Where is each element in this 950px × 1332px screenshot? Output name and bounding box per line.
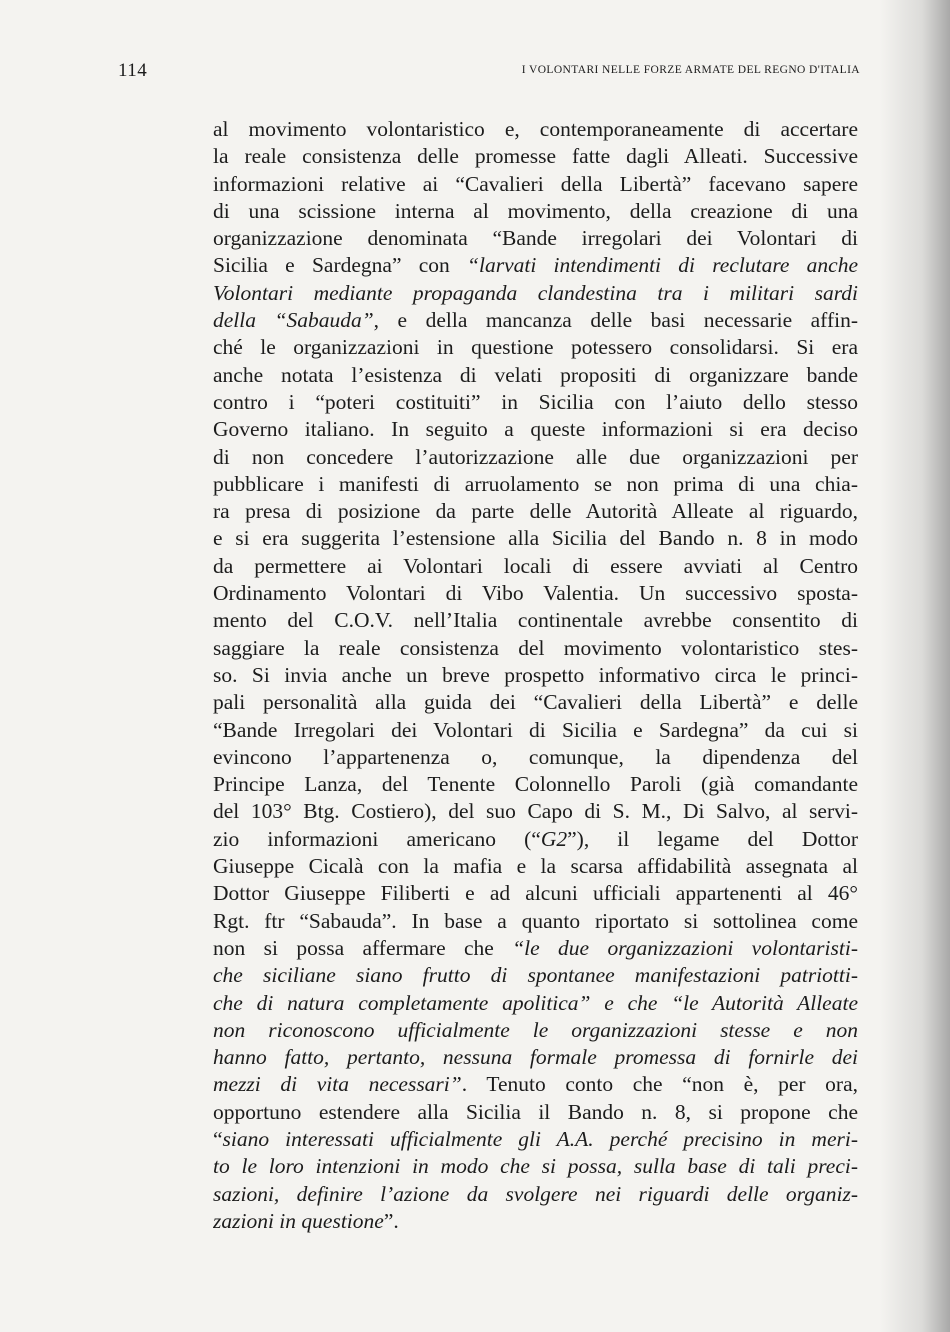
text-segment: so. Si invia anche un breve prospetto informativo circa le princi- xyxy=(213,662,858,687)
text-line xyxy=(213,1071,858,1098)
text-line xyxy=(213,662,858,689)
text-line xyxy=(213,1181,858,1208)
text-segment: ra presa di posizione da parte delle Autorità Alleate al riguardo, xyxy=(213,499,858,524)
italic-text: mezzi di vita necessari” xyxy=(213,1072,462,1097)
text-line xyxy=(213,307,858,334)
text-segment: ché le organizzazioni in questione potessero consolidarsi. Si era xyxy=(213,335,858,360)
italic-text: Volontari mediante propaganda clandestina tra i militari sardi xyxy=(213,280,858,305)
text-segment: da permettere ai Volontari locali di essere avviati al Centro xyxy=(213,553,858,578)
text-segment: mento del C.O.V. nell’Italia continentale avrebbe consentito di xyxy=(213,608,858,633)
text-segment: ”. xyxy=(383,1208,399,1233)
text-segment: saggiare la reale consistenza del movimento volontaristico stes- xyxy=(213,635,858,660)
text-line xyxy=(213,416,858,443)
text-line xyxy=(213,744,858,771)
text-segment: di non concedere l’autorizzazione alle due organizzazioni per xyxy=(213,444,858,469)
text-segment: al movimento volontaristico e, contemporaneamente di accertare xyxy=(213,117,858,141)
text-line xyxy=(213,1017,858,1044)
text-line xyxy=(213,717,858,744)
italic-text: hanno fatto, pertanto, nessuna formale promessa di fornirle dei xyxy=(213,1045,858,1070)
text-line xyxy=(213,1126,858,1153)
text-segment: “ xyxy=(213,1126,223,1151)
text-line xyxy=(213,880,858,907)
text-segment: Principe Lanza, del Tenente Colonnello Paroli (già comandante xyxy=(213,772,858,797)
text-segment: pali personalità alla guida dei “Cavalieri della Libertà” e delle xyxy=(213,690,858,715)
text-line xyxy=(213,198,858,225)
page-header xyxy=(118,58,860,88)
text-line xyxy=(213,553,858,580)
text-line xyxy=(213,171,858,198)
text-line xyxy=(213,635,858,662)
text-segment: organizzazione denominata “Bande irregolari dei Volontari di xyxy=(213,226,858,251)
text-line xyxy=(213,471,858,498)
italic-text: to le loro intenzioni in modo che si possa, sulla base di tali preci- xyxy=(213,1154,858,1179)
page-number: 114 xyxy=(118,60,148,81)
text-segment: del 103° Btg. Costiero), del suo Capo di S. M., Di Salvo, al servi- xyxy=(213,799,858,824)
text-line xyxy=(213,389,858,416)
text-segment: zio informazioni americano (“ xyxy=(213,826,541,851)
text-line xyxy=(213,962,858,989)
text-segment: Ordinamento Volontari di Vibo Valentia. Un successivo sposta- xyxy=(213,581,858,606)
text-line xyxy=(213,771,858,798)
running-head: I VOLONTARI NELLE FORZE ARMATE DEL REGNO D'ITALIA xyxy=(521,64,860,76)
text-segment: . Tenuto conto che “non è, per ora, xyxy=(461,1072,858,1097)
text-segment: contro i “poteri costituiti” in Sicilia con l’aiuto dello stesso xyxy=(213,389,858,414)
text-line xyxy=(213,990,858,1017)
text-line xyxy=(213,798,858,825)
italic-text: che di natura completamente apolitica” e che “le Autorità Alleate xyxy=(213,990,858,1015)
page-edge-shadow xyxy=(880,0,950,1332)
text-line xyxy=(213,225,858,252)
text-segment: informazioni relative ai “Cavalieri della Libertà” facevano sapere xyxy=(213,171,858,196)
italic-text: G2 xyxy=(540,826,568,851)
text-line xyxy=(213,607,858,634)
text-segment: ”), il legame del Dottor xyxy=(567,826,858,851)
text-segment: di una scissione interna al movimento, della creazione di una xyxy=(213,198,858,223)
italic-text: sazioni, definire l’azione da svolgere nei riguardi delle organiz- xyxy=(213,1181,858,1206)
italic-text: “larvati intendimenti di reclutare anche xyxy=(467,253,858,278)
italic-text: che siciliane siano frutto di spontanee manifestazioni patriotti- xyxy=(213,963,858,988)
text-segment: la reale consistenza delle promesse fatte dagli Alleati. Successive xyxy=(213,144,858,169)
text-line xyxy=(213,498,858,525)
italic-text: siano interessati ufficialmente gli A.A. perché precisino in meri- xyxy=(222,1126,858,1151)
italic-text: della “Sabauda” xyxy=(213,308,374,333)
text-line xyxy=(213,689,858,716)
text-line xyxy=(213,334,858,361)
text-line xyxy=(213,1208,858,1235)
text-line xyxy=(213,853,858,880)
text-segment: Giuseppe Cicalà con la mafia e la scarsa affidabilità assegnata al xyxy=(213,854,858,879)
text-segment: Sicilia e Sardegna” con xyxy=(213,253,468,278)
text-line xyxy=(213,143,858,170)
text-line xyxy=(213,525,858,552)
text-segment: evincono l’appartenenza o, comunque, la dipendenza del xyxy=(213,744,858,769)
text-segment: non si possa affermare che xyxy=(213,935,513,960)
text-segment: e si era suggerita l’estensione alla Sicilia del Bando n. 8 in modo xyxy=(213,526,858,551)
text-line xyxy=(213,1044,858,1071)
text-line xyxy=(213,580,858,607)
text-segment: Rgt. ftr “Sabauda”. In base a quanto riportato si sottolinea come xyxy=(213,908,858,933)
text-line xyxy=(213,252,858,279)
text-line xyxy=(213,908,858,935)
text-line xyxy=(213,280,858,307)
body-text xyxy=(213,116,858,1235)
text-segment: , e della mancanza delle basi necessarie affin- xyxy=(373,308,858,333)
italic-text: zazioni in questione xyxy=(213,1208,384,1233)
text-line xyxy=(213,826,858,853)
text-segment: pubblicare i manifesti di arruolamento se non prima di una chia- xyxy=(213,471,858,496)
text-segment: Governo italiano. In seguito a queste informazioni si era deciso xyxy=(213,417,858,442)
italic-text: non riconoscono ufficialmente le organizzazioni stesse e non xyxy=(213,1017,858,1042)
text-line xyxy=(213,444,858,471)
text-line xyxy=(213,362,858,389)
text-segment: “Bande Irregolari dei Volontari di Sicilia e Sardegna” da cui si xyxy=(213,717,858,742)
text-line xyxy=(213,116,858,143)
text-line xyxy=(213,1099,858,1126)
text-segment: Dottor Giuseppe Filiberti e ad alcuni ufficiali appartenenti al 46° xyxy=(213,881,858,906)
text-line xyxy=(213,935,858,962)
text-segment: anche notata l’esistenza di velati propositi di organizzare bande xyxy=(213,362,858,387)
text-segment: opportuno estendere alla Sicilia il Bando n. 8, si propone che xyxy=(213,1099,858,1124)
italic-text: “le due organizzazioni volontaristi- xyxy=(512,935,858,960)
text-line xyxy=(213,1153,858,1180)
